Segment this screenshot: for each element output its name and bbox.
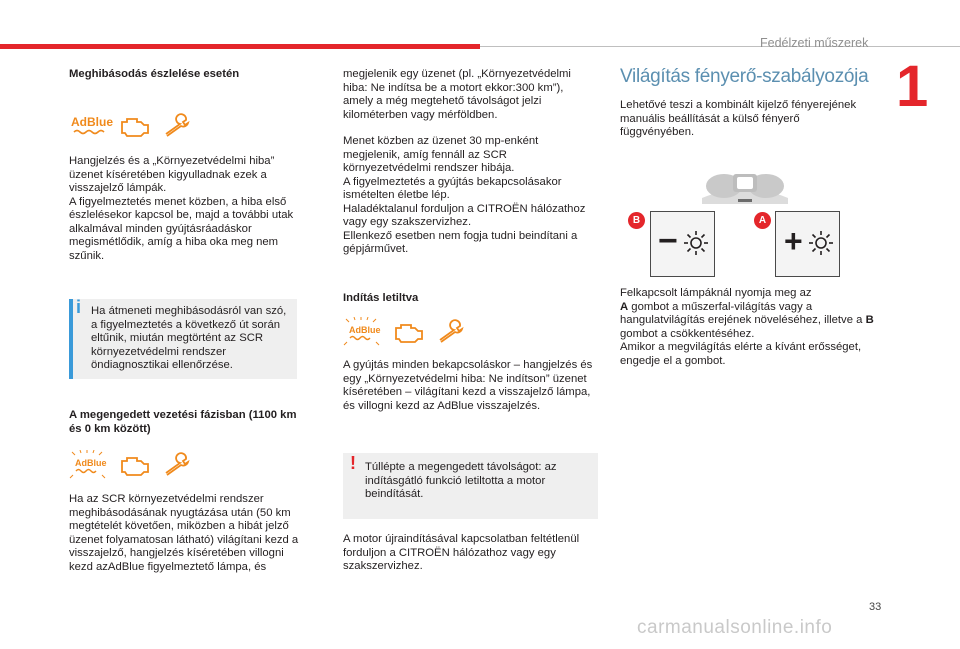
engine-icon [122, 458, 148, 475]
warning-exclamation-icon: ! [350, 453, 356, 473]
paragraph-message: megjelenik egy üzenet (pl. „Környezetvédelmi hiba: Ne indítsa be a motort ekkor:300 km”), amely a még megtehető távolságot jelzi kilométerben vagy mérföldben. [343, 68, 571, 121]
svg-text:AdBlue: AdBlue [349, 325, 381, 335]
usage-line-2: gombot a műszerfal-világítás vagy a hangulatvilágítás erejének növeléséhez, illetve a [620, 300, 866, 326]
wrench-icon [166, 453, 188, 475]
warning-box [343, 453, 598, 519]
svg-text:AdBlue: AdBlue [75, 458, 107, 468]
button-decrease-brightness[interactable] [650, 211, 715, 277]
heading-fault-detected: Meghibásodás észlelése esetén [69, 68, 240, 80]
adblue-blinking-icon [344, 317, 381, 345]
info-text: Ha átmeneti meghibásodásról van szó, a figyelmeztetés a következő út során eltűnik, miután megtörtént az SCR környezetvédelmi rendszer öndiagnosztikai ellenőrzése. [91, 305, 287, 371]
section-title: Fedélzeti műszerek [760, 36, 869, 50]
usage-button-a: A [620, 300, 629, 313]
usage-line-1: Felkapcsolt lámpáknál nyomja meg az [620, 287, 812, 299]
warning-icons-row-2 [69, 450, 209, 480]
usage-button-b: B [865, 314, 874, 326]
badge-a: A [754, 212, 771, 229]
info-box [69, 299, 297, 379]
minus-icon: − [658, 222, 678, 260]
engine-icon [122, 119, 148, 136]
warning-icons-row-3 [343, 317, 483, 347]
sun-icon [683, 230, 709, 256]
info-bar [69, 299, 73, 379]
page-number: 33 [869, 601, 882, 613]
paragraph-button-usage [620, 287, 880, 368]
warning-icons-row-1 [69, 111, 209, 141]
header-accent-bar [0, 44, 480, 49]
svg-text:AdBlue: AdBlue [71, 115, 113, 129]
engine-icon [396, 325, 422, 342]
adblue-blinking-icon [70, 450, 107, 478]
usage-line-3: gombot a csökkentéséhez. [620, 327, 755, 340]
paragraph-scr-fault: Ha az SCR környezetvédelmi rendszer meghibásodásának nyugtázása után (50 km megtételét követően, miközben a hibát jelző üzenet folyamatosan látható) világítani kezd a visszajelző, hangjelzés kíséretében villogni kezd azAdBlue figyelmeztető lámpa, és [69, 493, 299, 573]
heading-start-disabled: Indítás letiltva [343, 292, 419, 304]
wrench-icon [166, 114, 188, 136]
badge-b: B [628, 212, 645, 229]
info-icon: i [76, 297, 82, 317]
usage-line-4: Amikor a megvilágítás elérte a kívánt erősséget, engedje el a gombot. [620, 341, 862, 367]
dashboard-illustration [700, 166, 790, 206]
wrench-icon [440, 320, 462, 342]
watermark: carmanualsonline.info [637, 617, 833, 638]
sun-icon [808, 230, 834, 256]
button-increase-brightness[interactable] [775, 211, 840, 277]
paragraph-fault-warning: Hangjelzés és a „Környezetvédelmi hiba” üzenet kíséretében kigyulladnak ezek a visszajelző lámpák. A figyelmeztetés menet közben, a hiba első észlelésekor kapcsol be, majd a további utak alkalmával minden gyújtásráadáskor megismétlődik, amíg a hiba oka meg nem szűnik. [69, 155, 294, 262]
chapter-number: 1 [896, 54, 929, 119]
paragraph-start-disabled: A gyújtás minden bekapcsoláskor – hangjelzés és egy „Környezetvédelmi hiba: Ne indítson” üzenet kíséretében – világítani kezd a visszajelző lámpa, és villogni kezd az AdBlue visszajelzés. [343, 359, 593, 412]
paragraph-driving-warning: Menet közben az üzenet 30 mp-enként megjelenik, amíg fennáll az SCR környezetvédelmi rendszer hibája. A figyelmeztetés a gyújtás bekapcsolásakor ismételten életbe lép. Haladéktalanul forduljon a CITROËN hálózathoz vagy egy szakszervizhez. Ellenkező esetben nem fogja tudni beindítani a gépjárművet. [343, 135, 586, 255]
warning-text: Túllépte a megengedett távolságot: az indításgátló funkció letiltotta a motor beindítását. [365, 461, 557, 500]
brightness-title: Világítás fényerő-szabályozója [620, 66, 869, 87]
header-divider [480, 46, 960, 47]
plus-icon: + [784, 223, 803, 259]
adblue-icon [71, 115, 113, 134]
heading-allowed-phase: A megengedett vezetési fázisban (1100 km és 0 km között) [69, 409, 297, 435]
paragraph-brightness: Lehetővé teszi a kombinált kijelző fényerejének manuális beállítását a külső fényerő függvényében. [620, 99, 857, 138]
paragraph-restart: A motor újraindításával kapcsolatban feltétlenül forduljon a CITROËN hálózathoz vagy egy szakszervizhez. [343, 533, 580, 572]
